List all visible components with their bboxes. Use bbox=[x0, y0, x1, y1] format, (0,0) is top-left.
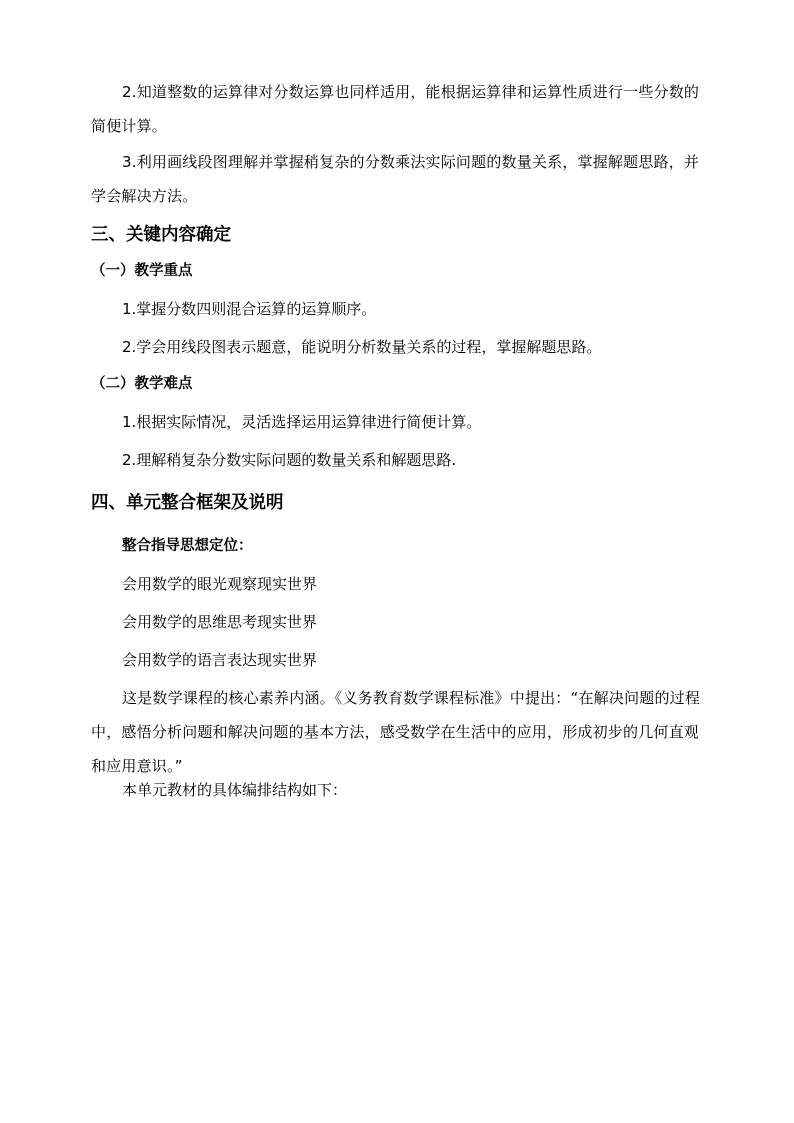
objective-item-2: 2.知道整数的运算律对分数运算也同样适用，能根据运算律和运算性质进行一些分数的简便计算。 bbox=[91, 83, 700, 135]
core-literacy-paragraph: 这是数学课程的核心素养内涵。《义务教育数学课程标准》中提出：“在解决问题的过程中，感悟分析问题和解决问题的基本方法，感受数学在生活中的应用，形成初步的几何直观和应用意识。” bbox=[91, 689, 701, 775]
guide-line-2: 会用数学的思维思考现实世界 bbox=[122, 613, 318, 631]
focus-item-2: 2.学会用线段图表示题意，能说明分析数量关系的过程，掌握解题思路。 bbox=[122, 338, 602, 356]
teaching-focus-heading: （一）教学重点 bbox=[91, 263, 193, 279]
guide-line-3: 会用数学的语言表达现实世界 bbox=[122, 651, 318, 669]
section-3-heading: 三、关键内容确定 bbox=[91, 225, 231, 245]
guide-line-1: 会用数学的眼光观察现实世界 bbox=[122, 575, 318, 593]
guide-title: 整合指导思想定位： bbox=[122, 538, 253, 554]
objective-item-3: 3.利用画线段图理解并掌握稍复杂的分数乘法实际问题的数量关系，掌握解题思路，并学会解决方法。 bbox=[91, 153, 700, 205]
difficulty-item-2: 2.理解稍复杂分数实际问题的数量关系和解题思路. bbox=[122, 451, 457, 469]
closing-line: 本单元教材的具体编排结构如下： bbox=[122, 781, 348, 799]
section-4-heading: 四、单元整合框架及说明 bbox=[91, 493, 284, 513]
focus-item-1: 1.掌握分数四则混合运算的运算顺序。 bbox=[122, 300, 377, 318]
difficulty-item-1: 1.根据实际情况，灵活选择运用运算律进行简便计算。 bbox=[122, 413, 482, 431]
teaching-difficulty-heading: （二）教学难点 bbox=[91, 376, 193, 392]
